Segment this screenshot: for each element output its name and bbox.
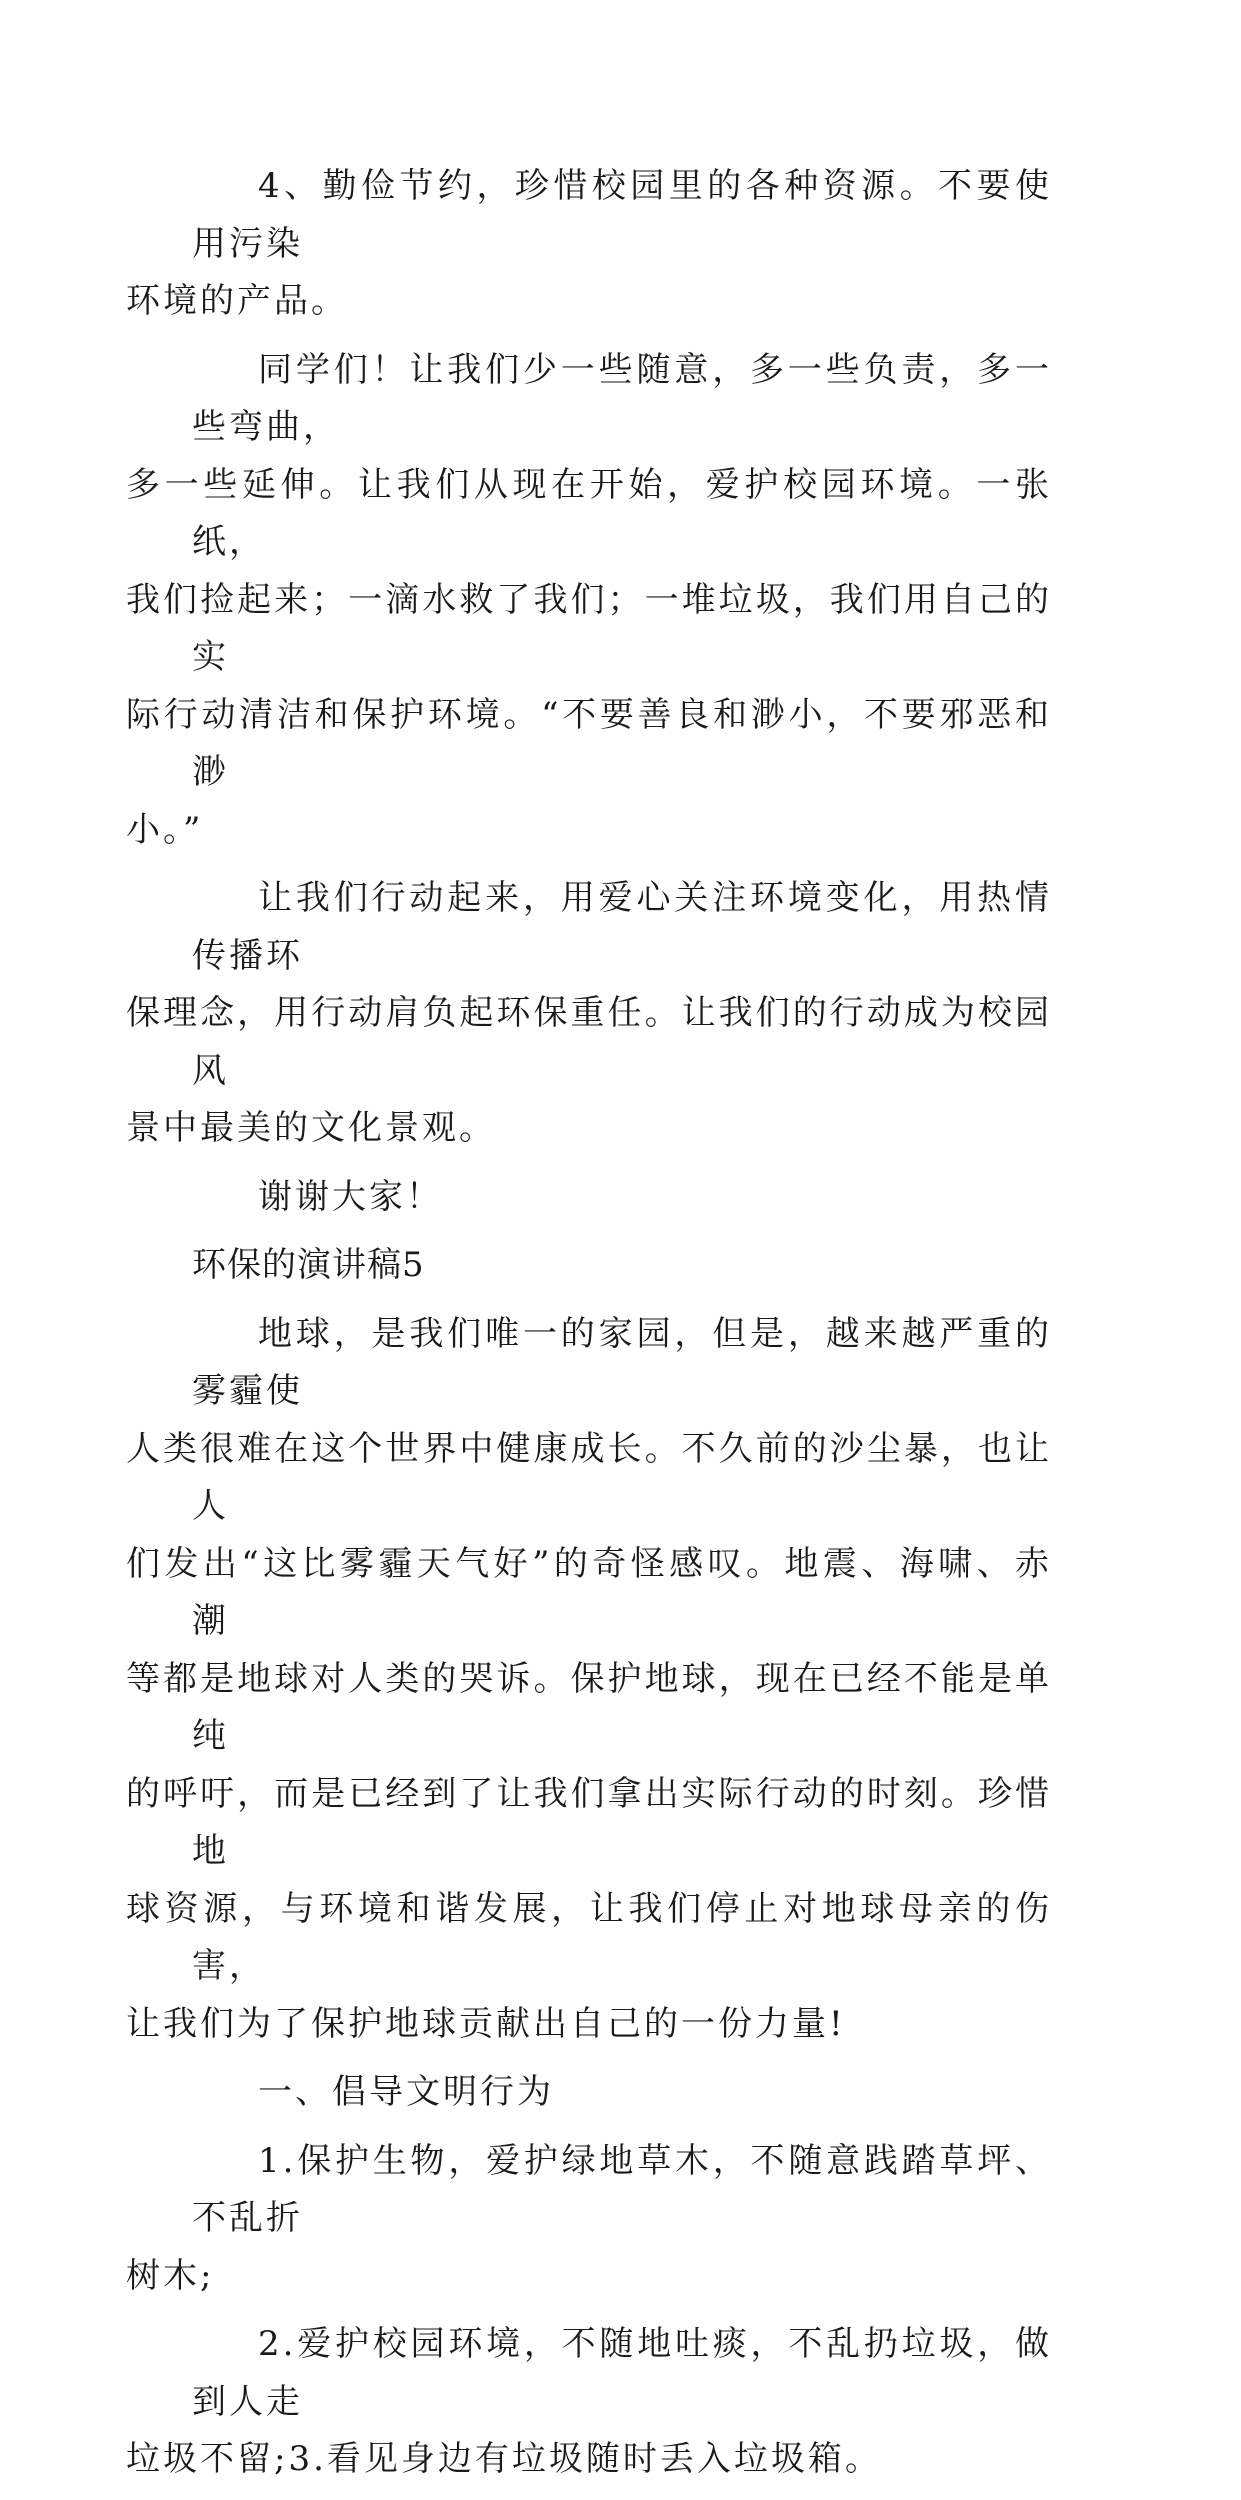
paragraph-thanks xyxy=(192,1169,1052,1227)
text-line: 谢谢大家！ xyxy=(258,1176,443,1217)
text-line: 等都是地球对人类的哭诉。保护地球，现在已经不能是单纯 xyxy=(126,1658,1052,1756)
paragraph-subheading xyxy=(192,2064,1052,2122)
text-line: 保理念，用行动肩负起环保重任。让我们的行动成为校园风 xyxy=(126,993,1052,1091)
heading-text: 环保的演讲稿5 xyxy=(192,1245,425,1285)
text-line: 让我们行动起来，用爱心关注环境变化，用热情传播环 xyxy=(192,878,1052,976)
text-line: 人类很难在这个世界中健康成长。不久前的沙尘暴，也让人 xyxy=(126,1428,1052,1526)
text-line: 的呼吁，而是已经到了让我们拿出实际行动的时刻。珍惜地 xyxy=(126,1773,1052,1871)
text-line: 让我们为了保护地球贡献出自己的一份力量! xyxy=(126,2003,846,2044)
paragraph-earth xyxy=(126,1306,1052,2054)
text-line: 4、勤俭节约，珍惜校园里的各种资源。不要使用污染 xyxy=(192,166,1052,264)
text-line: 球资源，与环境和谐发展，让我们停止对地球母亲的伤害， xyxy=(126,1888,1052,1986)
text-line: 景中最美的文化景观。 xyxy=(126,1108,496,1148)
list-item-2 xyxy=(126,2316,1052,2489)
text-line: 垃圾不留;3.看见身边有垃圾随时丢入垃圾箱。 xyxy=(126,2439,882,2479)
text-line: 1.保护生物，爱护绿地草木，不随意践踏草坪、不乱折 xyxy=(192,2140,1052,2238)
text-line: 一、倡导文明行为 xyxy=(258,2072,554,2112)
list-item-1 xyxy=(126,2133,1052,2306)
text-line: 们发出“这比雾霾天气好”的奇怪感叹。地震、海啸、赤潮 xyxy=(126,1543,1052,1641)
text-line: 我们捡起来；一滴水救了我们；一堆垃圾，我们用自己的实 xyxy=(126,579,1052,677)
text-line: 同学们！让我们少一些随意，多一些负责，多一些弯曲， xyxy=(192,349,1052,447)
document-body xyxy=(126,158,1052,2500)
paragraph-resources xyxy=(126,158,1052,331)
section-heading xyxy=(192,1237,1052,1295)
paragraph-classmates xyxy=(126,342,1052,860)
text-line: 小。” xyxy=(126,809,204,850)
paragraph-action xyxy=(126,870,1052,1158)
text-line: 树木; xyxy=(126,2255,215,2296)
text-line: 环境的产品。 xyxy=(126,281,348,321)
text-line: 多一些延伸。让我们从现在开始，爱护校园环境。一张纸， xyxy=(126,464,1052,562)
text-line: 地球，是我们唯一的家园，但是，越来越严重的雾霾使 xyxy=(192,1313,1052,1411)
text-line: 2.爱护校园环境，不随地吐痰，不乱扔垃圾，做到人走 xyxy=(192,2324,1052,2422)
text-line: 际行动清洁和保护环境。“不要善良和渺小，不要邪恶和渺 xyxy=(126,694,1052,792)
